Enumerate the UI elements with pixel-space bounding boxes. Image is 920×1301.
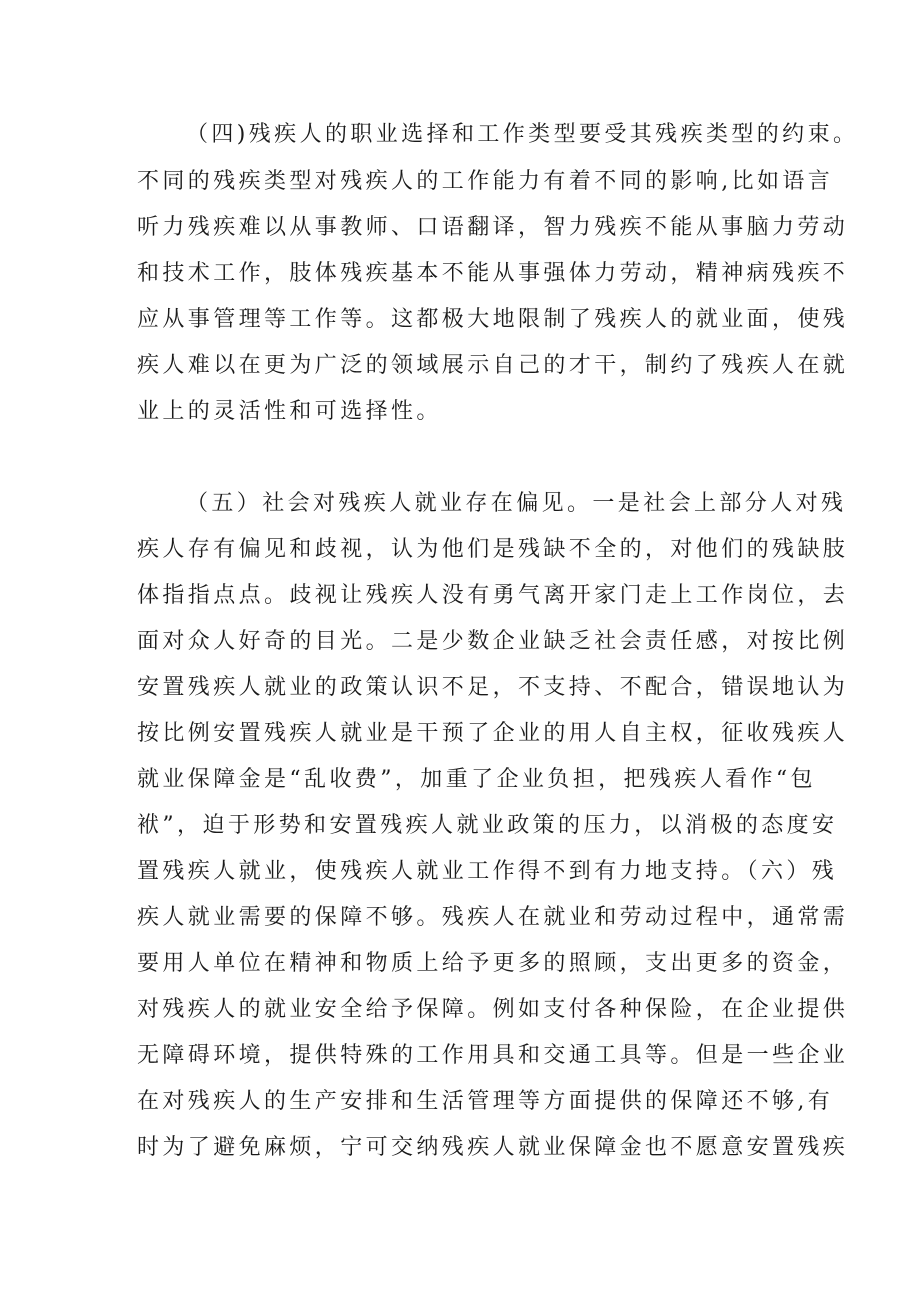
paragraph-4-line-1: （四)残疾人的职业选择和工作类型要受其残疾类型的约束。: [186, 122, 859, 147]
paragraph-5-line-1: （五）社会对残疾人就业存在偏见。一是社会上部分人对残: [186, 491, 847, 516]
paragraph-4-line-3: 听力残疾难以从事教师、口语翻译，智力残疾不能从事脑力劳动: [137, 215, 849, 240]
paragraph-5-line-3: 体指指点点。歧视让残疾人没有勇气离开家门走上工作岗位，去: [137, 583, 849, 608]
paragraph-5-line-15: 时为了避免麻烦，宁可交纳残疾人就业保障金也不愿意安置残疾: [137, 1135, 849, 1160]
paragraph-5-line-12: 对残疾人的就业安全给予保障。例如支付各种保险，在企业提供: [137, 997, 849, 1022]
paragraph-5-line-13: 无障碍环境，提供特殊的工作用具和交通工具等。但是一些企业: [137, 1043, 849, 1068]
paragraph-4-line-5: 应从事管理等工作等。这都极大地限制了残疾人的就业面，使残: [137, 307, 849, 332]
paragraph-5-line-5: 安置残疾人就业的政策认识不足，不支持、不配合，错误地认为: [137, 675, 849, 700]
paragraph-5-line-9: 置残疾人就业，使残疾人就业工作得不到有力地支持。（六）残: [137, 859, 838, 884]
paragraph-5-line-4: 面对众人好奇的目光。二是少数企业缺乏社会责任感，对按比例: [137, 629, 849, 654]
paragraph-5-line-8: 袱”，迫于形势和安置残疾人就业政策的压力，以消极的态度安: [137, 813, 838, 838]
paragraph-4-line-6: 疾人难以在更为广泛的领域展示自己的才干，制约了残疾人在就: [137, 353, 849, 378]
paragraph-5-line-2: 疾人存有偏见和歧视，认为他们是残缺不全的，对他们的残缺肢: [137, 537, 849, 562]
paragraph-4-line-4: 和技术工作，肢体残疾基本不能从事强体力劳动，精神病残疾不: [137, 261, 849, 286]
paragraph-5-line-7: 就业保障金是“乱收费”，加重了企业负担，把残疾人看作“包: [137, 767, 816, 792]
paragraph-5-line-14: 在对残疾人的生产安排和生活管理等方面提供的保障还不够,有: [137, 1089, 834, 1114]
paragraph-5-line-6: 按比例安置残疾人就业是干预了企业的用人自主权，征收残疾人: [137, 721, 849, 746]
paragraph-4-line-2: 不同的残疾类型对残疾人的工作能力有着不同的影响,比如语言: [137, 169, 834, 194]
paragraph-5-line-11: 要用人单位在精神和物质上给予更多的照顾，支出更多的资金，: [137, 951, 849, 976]
paragraph-5-line-10: 疾人就业需要的保障不够。残疾人在就业和劳动过程中，通常需: [137, 905, 849, 930]
paragraph-4-line-7: 业上的灵活性和可选择性。: [137, 399, 442, 424]
